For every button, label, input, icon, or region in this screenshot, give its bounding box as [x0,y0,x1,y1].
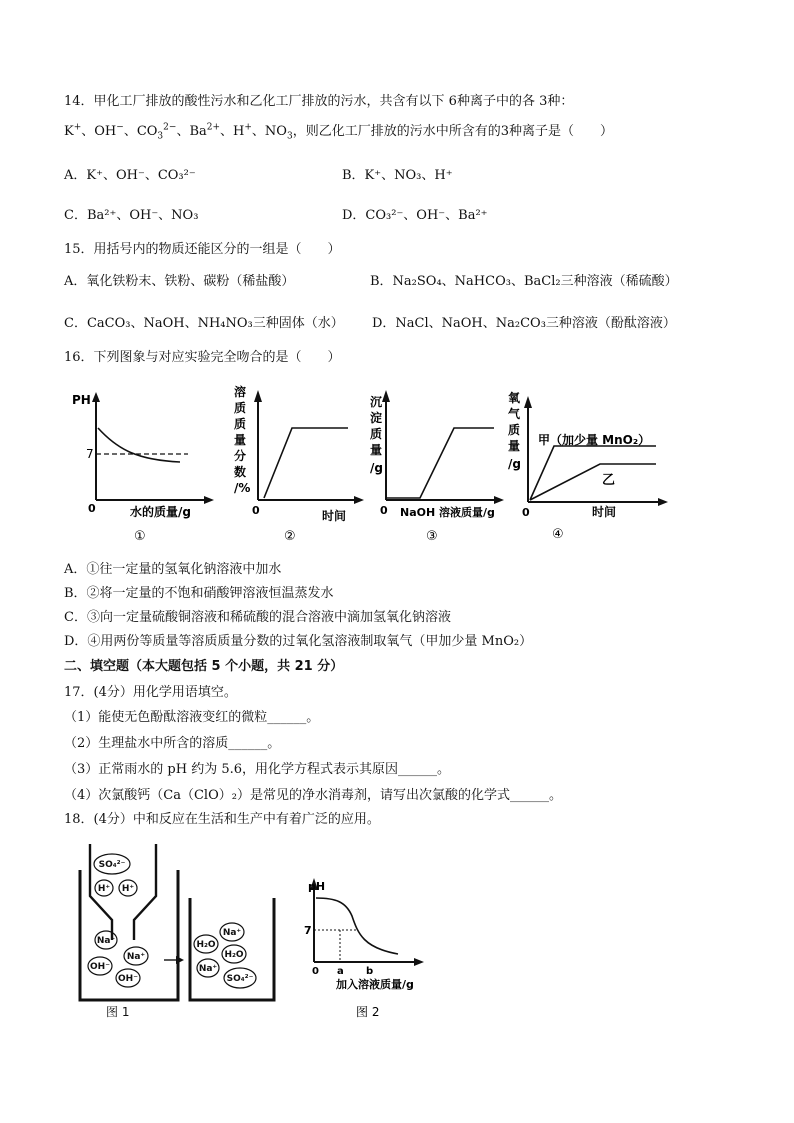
graph-3-xlabel: NaOH 溶液质量/g [400,506,495,519]
graph-4-number: ④ [552,527,564,542]
q16-option-b: B．②将一定量的不饱和硝酸钾溶液恒温蒸发水 [64,586,334,601]
q14-option-b: B．K⁺、NO₃、H⁺ [342,168,453,183]
graph-2-ylabel-4: 量 [234,433,247,447]
graph-4-origin: 0 [522,506,530,519]
fig2-origin: 0 [312,966,319,977]
q17-sub-2: （2）生理盐水中所含的溶质______。 [64,736,281,751]
graph-2-origin: 0 [252,504,260,517]
q16-option-c: C．③向一定量硫酸铜溶液和稀硫酸的混合溶液中滴加氢氧化钠溶液 [64,610,451,625]
graph-2-ylabel-3: 质 [234,417,247,431]
q15-option-c: C．CaCO₃、NaOH、NH₄NO₃三种固体（水） [64,316,344,331]
fig1-ion-h2o-1: H₂O [196,940,216,950]
graph-3-ylabel-2: 淀 [370,411,383,425]
graph-2-ylabel-5: 分 [234,449,247,463]
graph-1-origin: 0 [88,502,96,515]
graph-2-ylabel-1: 溶 [234,385,247,399]
fig1-ion-oh-1: OH⁻ [90,962,110,972]
fig1-ion-h-1: H⁺ [97,884,111,894]
q15-stem: 15．用括号内的物质还能区分的一组是（ ） [64,242,341,257]
graph-3-precipitate [370,386,506,548]
graph-4-ylabel-5: /g [508,457,521,471]
figure-2-caption: 图 2 [356,1005,380,1019]
figure-2-ph-curve [294,872,434,1022]
fig2-ylabel: pH [308,880,326,893]
graph-1-number: ① [134,529,146,544]
q15-option-d: D．NaCl、NaOH、Na₂CO₃三种溶液（酚酞溶液） [372,316,676,331]
q17-sub-4: （4）次氯酸钙（Ca（ClO）₂）是常见的净水消毒剂，请写出次氯酸的化学式______。 [64,788,562,803]
fig1-ion-na-1: Na⁺ [96,936,116,946]
graph-4-ylabel-1: 氧 [508,391,521,405]
fig2-point-a: a [337,966,344,977]
graph-4-ylabel-4: 量 [508,439,521,453]
graph-4-ylabel-3: 质 [508,423,521,437]
q16-option-a: A．①往一定量的氢氧化钠溶液中加水 [64,562,282,577]
q15-option-a: A．氧化铁粉末、铁粉、碳粉（稀盐酸） [64,274,295,289]
q14-option-d: D．CO₃²⁻、OH⁻、Ba²⁺ [342,208,488,223]
graph-2-number: ② [284,529,296,544]
q15-option-b: B．Na₂SO₄、NaHCO₃、BaCl₂三种溶液（稀硫酸） [370,274,678,289]
fig2-point-b: b [366,966,374,977]
q17-sub-1: （1）能使无色酚酞溶液变红的微粒______。 [64,710,320,725]
section-2-heading: 二、填空题（本大题包括 5 个小题，共 21 分） [64,659,344,674]
fig1-ion-so4-top: SO₄²⁻ [98,860,126,870]
fig1-ion-h2o-2: H₂O [224,950,244,960]
q14-option-c: C．Ba²⁺、OH⁻、NO₃ [64,208,199,223]
graph-2-ylabel-6: 数 [234,465,247,479]
graph-2-ylabel-7: /% [234,481,251,495]
graph-2-ylabel-2: 质 [234,401,247,415]
figure-1-caption: 图 1 [106,1005,130,1019]
graph-2-solute-fraction [226,382,366,548]
fig1-ion-na-3: Na⁺ [222,928,242,938]
graph-1-ph-dilution [68,388,218,548]
fig1-ion-h-2: H⁺ [121,884,135,894]
graph-2-xlabel: 时间 [322,509,347,523]
graph-3-ylabel-3: 质 [370,427,383,441]
q14-stem-line1: 14．甲化工厂排放的酸性污水和乙化工厂排放的污水，共含有以下 6种离子中的各 3种： [64,94,574,109]
q17-stem: 17．(4分）用化学用语填空。 [64,685,237,700]
fig2-y7: 7 [304,924,312,937]
graph-3-number: ③ [426,529,438,544]
fig1-ion-oh-2: OH⁻ [118,974,138,984]
q14-option-a: A．K⁺、OH⁻、CO₃²⁻ [64,168,196,183]
graph-3-ylabel-4: 量 [370,443,383,457]
figure-1-neutralization [74,840,280,1022]
graph-1-y7: 7 [86,447,94,461]
q16-option-d: D．④用两份等质量等溶质质量分数的过氧化氢溶液制取氧气（甲加少量 MnO₂） [64,634,533,649]
fig1-ion-so4-bottom: SO₄²⁻ [226,974,254,984]
graph-1-ylabel: PH [72,393,91,407]
graph-4-oxygen [506,384,678,548]
graph-4-label-jia: 甲（加少量 MnO₂） [538,433,651,447]
graph-3-ylabel-5: /g [370,461,383,475]
graph-1-xlabel: 水的质量/g [130,505,191,519]
q14-stem-line2: K+、OH−、$CO_3^{2-}$、$Ba^{2+}$、H+、$NO_3$，则乙化工厂排放的污水中所含有的3种离子是（ ） [64,122,613,142]
graph-4-xlabel: 时间 [592,505,617,519]
graph-3-origin: 0 [380,504,388,517]
fig1-ion-na-2: Na⁺ [126,952,146,962]
q17-sub-3: （3）正常雨水的 pH 约为 5.6，用化学方程式表示其原因______。 [64,762,451,777]
graph-4-label-yi: 乙 [602,473,616,488]
fig2-xlabel: 加入溶液质量/g [336,978,414,991]
graph-4-ylabel-2: 气 [508,407,521,421]
q16-stem: 16．下列图象与对应实验完全吻合的是（ ） [64,350,341,365]
q18-stem: 18．(4分）中和反应在生活和生产中有着广泛的应用。 [64,812,380,827]
fig1-ion-na-4: Na⁺ [198,964,218,974]
graph-3-ylabel-1: 沉 [370,395,383,409]
